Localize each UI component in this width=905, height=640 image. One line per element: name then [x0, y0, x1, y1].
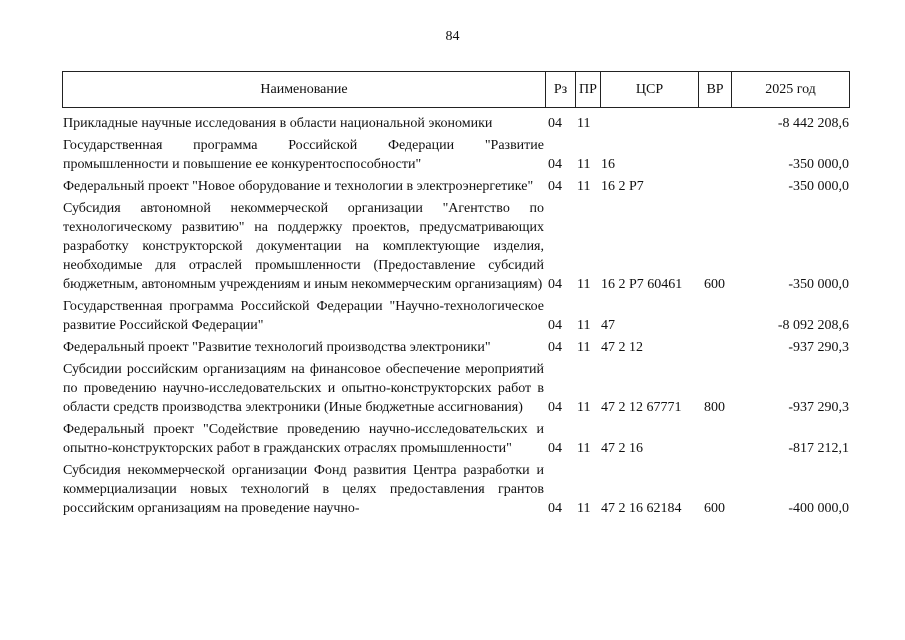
row-name: Федеральный проект "Новое оборудование и технологии в электроэнергетике"	[63, 179, 534, 194]
row-csr: 47 2 16 62184	[601, 501, 682, 516]
header-rz: Рз	[553, 82, 568, 97]
row-pr: 11	[577, 277, 591, 292]
table-row	[0, 420, 905, 458]
row-rz: 04	[548, 400, 562, 415]
row-pr: 11	[577, 501, 591, 516]
row-pr: 11	[577, 157, 591, 172]
row-csr: 16 2 P7 60461	[601, 277, 683, 292]
row-pr: 11	[577, 340, 591, 355]
row-sum: -400 000,0	[788, 501, 849, 516]
row-rz: 04	[548, 179, 562, 194]
row-rz: 04	[548, 501, 562, 516]
row-name: Государственная программа Российской Федерации "Научно-технологическое развитие Российской Федерации"	[63, 299, 544, 333]
header-name: Наименование	[260, 82, 348, 97]
row-rz: 04	[548, 116, 562, 131]
row-sum: -350 000,0	[788, 157, 849, 172]
header-year: 2025 год	[765, 82, 816, 97]
table-body	[0, 114, 905, 521]
row-name: Субсидия некоммерческой организации Фонд развития Центра разработки и коммерциализации новых технологий в целях предоставления грантов российским организациям на проведение научно-	[63, 463, 544, 516]
page-number: 84	[445, 29, 460, 44]
row-rz: 04	[548, 441, 562, 456]
row-name: Субсидии российским организациям на финансовое обеспечение мероприятий по проведению научно-исследовательских и опытно-конструкторских работ в области средств производства электроники (Иные бюджетные ассигнования)	[63, 362, 544, 415]
header-pr: ПР	[579, 82, 597, 97]
row-csr: 47 2 16	[601, 441, 643, 456]
row-vr: 600	[704, 501, 725, 516]
table-row	[0, 338, 905, 357]
row-csr: 16 2 P7	[601, 179, 644, 194]
row-pr: 11	[577, 441, 591, 456]
row-vr: 600	[704, 277, 725, 292]
row-rz: 04	[548, 318, 562, 333]
row-csr: 16	[601, 157, 615, 172]
row-sum: -8 092 208,6	[777, 318, 849, 333]
row-sum: -8 442 208,6	[777, 116, 849, 131]
row-name: Федеральный проект "Развитие технологий производства электроники"	[63, 340, 491, 355]
row-sum: -937 290,3	[788, 340, 849, 355]
row-pr: 11	[577, 318, 591, 333]
row-pr: 11	[577, 116, 591, 131]
row-csr: 47	[601, 318, 615, 333]
row-rz: 04	[548, 340, 562, 355]
table-row	[0, 177, 905, 196]
row-pr: 11	[577, 400, 591, 415]
row-name: Государственная программа Российской Федерации "Развитие промышленности и повышение ее конкурентоспособности"	[63, 138, 544, 172]
row-sum: -350 000,0	[788, 277, 849, 292]
row-name: Прикладные научные исследования в области национальной экономики	[63, 116, 493, 131]
row-vr: 800	[704, 400, 725, 415]
table-row	[0, 136, 905, 174]
row-sum: -937 290,3	[788, 400, 849, 415]
table-row	[0, 114, 905, 133]
row-csr: 47 2 12 67771	[601, 400, 682, 415]
table-header	[62, 71, 850, 108]
row-pr: 11	[577, 179, 591, 194]
table-row	[0, 297, 905, 335]
row-name: Субсидия автономной некоммерческой организации "Агентство по технологическому развитию" на поддержку проектов, предусматривающих разработку конструкторской документации на комплектующие изделия, необходимые для отраслей промышленности (Предоставление субсидий бюджетным, автономным учреждениям и иным некоммерческим организациям)	[63, 201, 544, 292]
table-row	[0, 461, 905, 518]
header-csr: ЦСР	[635, 82, 664, 97]
row-rz: 04	[548, 157, 562, 172]
row-name: Федеральный проект "Содействие проведению научно-исследовательских и опытно-конструкторских работ в гражданских отраслях промышленности"	[63, 422, 544, 456]
table-row	[0, 199, 905, 294]
header-vr: ВР	[706, 82, 724, 97]
row-rz: 04	[548, 277, 562, 292]
row-sum: -817 212,1	[788, 441, 849, 456]
row-csr: 47 2 12	[601, 340, 643, 355]
row-sum: -350 000,0	[788, 179, 849, 194]
table-row	[0, 360, 905, 417]
